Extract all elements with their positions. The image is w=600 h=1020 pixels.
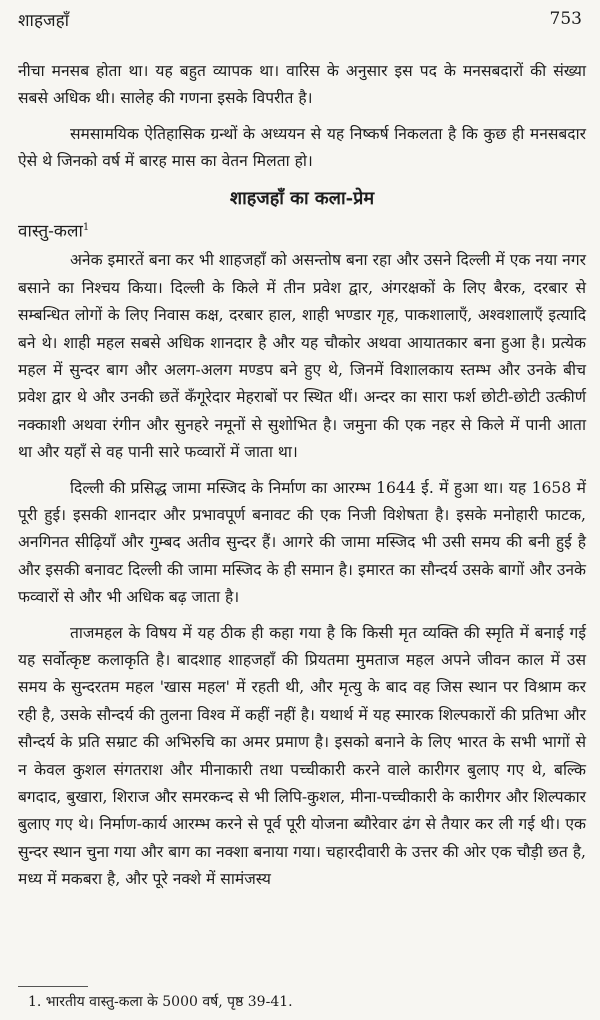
footnote-divider	[18, 986, 88, 987]
paragraph: दिल्ली की प्रसिद्ध जामा मस्जिद के निर्माण का आरम्भ 1644 ई. में हुआ था। यह 1658 में पूरी हुई। इसकी शानदार और प्रभावपूर्ण बनावट की एक निजी विशेषता है। इसके मनोहारी फाटक, अनगिनत सीढ़ियाँ और गुम्बद अतीव सुन्दर हैं। आगरे की जामा मस्जिद भी उसी समय की बनी हुई है और इसकी बनावट दिल्ली की जामा मस्जिद के ही समान है। इमारत का सौन्दर्य उसके बागों और उनके फव्वारों से और भी अधिक बढ़ जाता है।	[18, 478, 586, 607]
body-text	[18, 58, 586, 902]
running-title: शाहजहाँ	[18, 10, 70, 31]
footnote-marker: 1	[82, 221, 90, 233]
page-number: 753	[549, 9, 582, 29]
paragraph: नीचा मनसब होता था। यह बहुत व्यापक था। वारिस के अनुसार इस पद के मनसबदारों की संख्या सबसे अधिक थी। सालेह की गणना इसके विपरीत है।	[18, 62, 586, 108]
paragraph: समसामयिक ऐतिहासिक ग्रन्थों के अध्ययन से यह निष्कर्ष निकलता है कि कुछ ही मनसबदार ऐसे थे जिनको वर्ष में बारह मास का वेतन मिलता हो।	[18, 124, 586, 171]
subheading	[18, 214, 586, 246]
section-title: शाहजहाँ का कला-प्रेम	[229, 187, 375, 209]
paragraph: अनेक इमारतें बना कर भी शाहजहाँ को असन्तोष बना रहा और उसने दिल्ली में एक नया नगर बसाने का निश्चय किया। दिल्ली के किले में तीन प्रवेश द्वार, अंगरक्षकों के लिए बैरक, दरबार से सम्बन्धित लोगों के लिए निवास कक्ष, दरबार हाल, शाही भण्डार गृह, पाकशालाएँ, अश्वशालाएँ इत्यादि बने थे। शाही महल सबसे अधिक शानदार है और यह चौकोर अथवा आयातकार बना हुआ है। प्रत्येक महल में सुन्दर बाग और अलग-अलग मण्डप बने हुए थे, जिनमें विशालकाय स्तम्भ और उनके बीच प्रवेश द्वार थे और उनकी छतें कँगूरेदार मेहराबों पर स्थित थीं। अन्दर का सारा फर्श छोटी-छोटी उत्कीर्ण नक्काशी अथवा रंगीन और सुनहरे नमूनों से सुशोभित है। जमुना की एक नहर से किले में पानी आता था और यहाँ से वह पानी सारे फव्वारों में जाता था।	[18, 251, 586, 462]
subheading-text: वास्तु-कला	[18, 221, 83, 242]
page-header	[18, 4, 582, 34]
paragraph: ताजमहल के विषय में यह ठीक ही कहा गया है कि किसी मृत व्यक्ति की स्मृति में बनाई गई यह सर्वोत्कृष्ट कलाकृति है। बादशाह शाहजहाँ की प्रियतमा मुमताज महल अपने जीवन काल में उस समय के सुन्दरतम महल 'खास महल' में रहती थी, और मृत्यु के बाद वह जिस स्थान पर विश्राम कर रही है, उसके सौन्दर्य की तुलना विश्व में कहीं नहीं है। यथार्थ में यह स्मारक शिल्पकारों की प्रतिभा और सौन्दर्य के प्रति सम्राट की अभिरुचि का अमर प्रमाण है। इसको बनाने के लिए भारत के सभी भागों से न केवल कुशल संगतराश और मीनाकारी तथा पच्चीकारी करने वाले कारीगर बुलाए गए थे, बल्कि बगदाद, बुखारा, शिराज और समरकन्द से भी लिपि-कुशल, मीना-पच्चीकारी के कारीगर और शिल्पकार बुलाए गए थे। निर्माण-कार्य आरम्भ करने से पूर्व पूरी योजना ब्यौरेवार ढंग से तैयार कर ली गई थी। एक सुन्दर स्थान चुना गया और बाग का नक्शा बनाया गया। चहारदीवारी के उत्तर की ओर एक चौड़ी छत है, मध्य में मकबरा है, और पूरे नक्शे में सामंजस्य	[18, 623, 586, 889]
footnote: 1. भारतीय वास्तु-कला के 5000 वर्ष, पृष्ठ 39-41.	[28, 994, 293, 1010]
